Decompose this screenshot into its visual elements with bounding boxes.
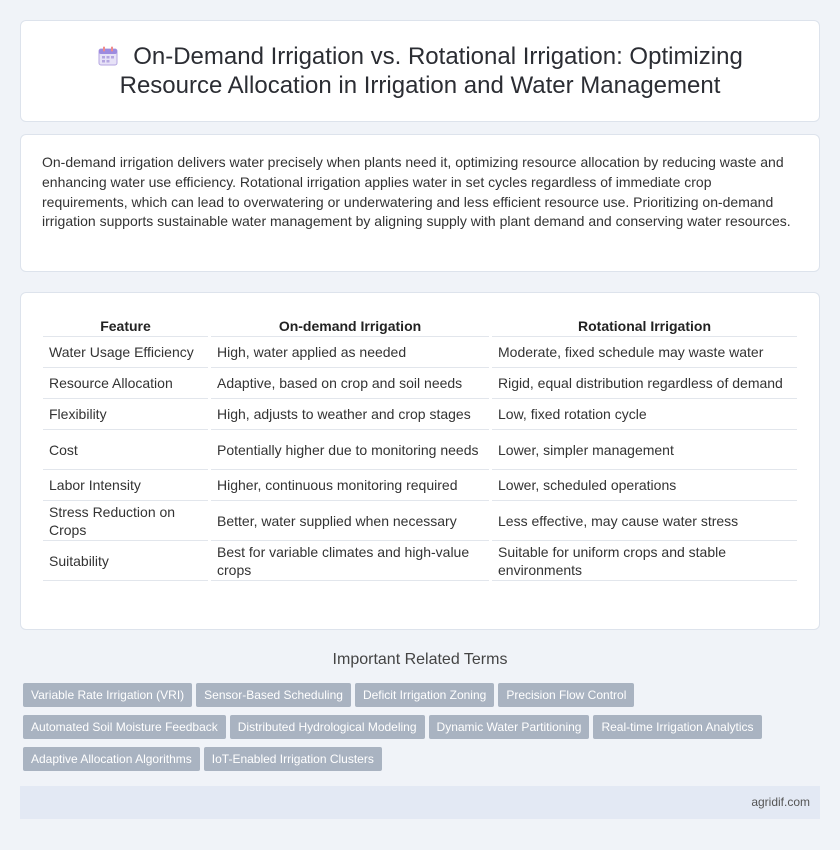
page-title-text: On-Demand Irrigation vs. Rotational Irrigation: Optimizing Resource Allocation in Irrigation and Water Management <box>119 43 743 99</box>
cell-feature: Cost <box>43 430 208 470</box>
cell-rotational: Rigid, equal distribution regardless of demand <box>492 368 797 399</box>
header-on-demand: On-demand Irrigation <box>211 313 489 337</box>
related-term-tag[interactable]: Variable Rate Irrigation (VRI) <box>23 683 192 707</box>
cell-on-demand: Better, water supplied when necessary <box>211 501 489 541</box>
cell-rotational: Lower, simpler management <box>492 430 797 470</box>
intro-card <box>20 134 820 272</box>
related-term-tag[interactable]: Distributed Hydrological Modeling <box>230 715 425 739</box>
related-terms-heading: Important Related Terms <box>332 651 508 668</box>
related-term-tag[interactable]: Real-time Irrigation Analytics <box>593 715 761 739</box>
cell-feature: Flexibility <box>43 399 208 430</box>
table-row <box>43 541 797 581</box>
header-feature: Feature <box>43 313 208 337</box>
cell-feature: Suitability <box>43 541 208 581</box>
footer <box>20 786 820 819</box>
cell-rotational: Low, fixed rotation cycle <box>492 399 797 430</box>
page-title <box>51 42 789 100</box>
cell-feature: Labor Intensity <box>43 470 208 501</box>
cell-feature: Water Usage Efficiency <box>43 337 208 368</box>
cell-on-demand: Adaptive, based on crop and soil needs <box>211 368 489 399</box>
table-row <box>43 430 797 470</box>
intro-paragraph: On-demand irrigation delivers water precisely when plants need it, optimizing resource allocation by reducing waste and enhancing water use efficiency. Rotational irrigation applies water in set cycles regardless of immediate crop requirements, which can lead to overwatering or underwatering and less efficient resource use. Prioritizing on-demand irrigation supports sustainable water management by aligning supply with plant demand and conserving water resources. <box>42 154 791 230</box>
related-term-tag[interactable]: IoT-Enabled Irrigation Clusters <box>204 747 382 771</box>
cell-feature: Stress Reduction on Crops <box>43 501 208 541</box>
table-header-row <box>43 313 797 337</box>
table-row <box>43 501 797 541</box>
related-term-tag[interactable]: Sensor-Based Scheduling <box>196 683 351 707</box>
table-row <box>43 368 797 399</box>
footer-site-link[interactable]: agridif.com <box>751 795 810 809</box>
comparison-table <box>40 313 800 581</box>
related-terms-list <box>23 683 823 779</box>
cell-rotational: Suitable for uniform crops and stable environments <box>492 541 797 581</box>
cell-on-demand: High, adjusts to weather and crop stages <box>211 399 489 430</box>
header-rotational: Rotational Irrigation <box>492 313 797 337</box>
cell-on-demand: Potentially higher due to monitoring needs <box>211 430 489 470</box>
cell-on-demand: High, water applied as needed <box>211 337 489 368</box>
related-term-tag[interactable]: Dynamic Water Partitioning <box>429 715 590 739</box>
cell-feature: Resource Allocation <box>43 368 208 399</box>
related-term-tag[interactable]: Deficit Irrigation Zoning <box>355 683 494 707</box>
related-term-tag[interactable]: Automated Soil Moisture Feedback <box>23 715 226 739</box>
table-row <box>43 399 797 430</box>
comparison-card <box>20 292 820 630</box>
calendar-icon <box>97 45 119 67</box>
cell-rotational: Less effective, may cause water stress <box>492 501 797 541</box>
cell-on-demand: Best for variable climates and high-value crops <box>211 541 489 581</box>
related-term-tag[interactable]: Adaptive Allocation Algorithms <box>23 747 200 771</box>
cell-on-demand: Higher, continuous monitoring required <box>211 470 489 501</box>
cell-rotational: Moderate, fixed schedule may waste water <box>492 337 797 368</box>
table-row <box>43 470 797 501</box>
title-card <box>20 20 820 122</box>
related-term-tag[interactable]: Precision Flow Control <box>498 683 634 707</box>
cell-rotational: Lower, scheduled operations <box>492 470 797 501</box>
table-row <box>43 337 797 368</box>
